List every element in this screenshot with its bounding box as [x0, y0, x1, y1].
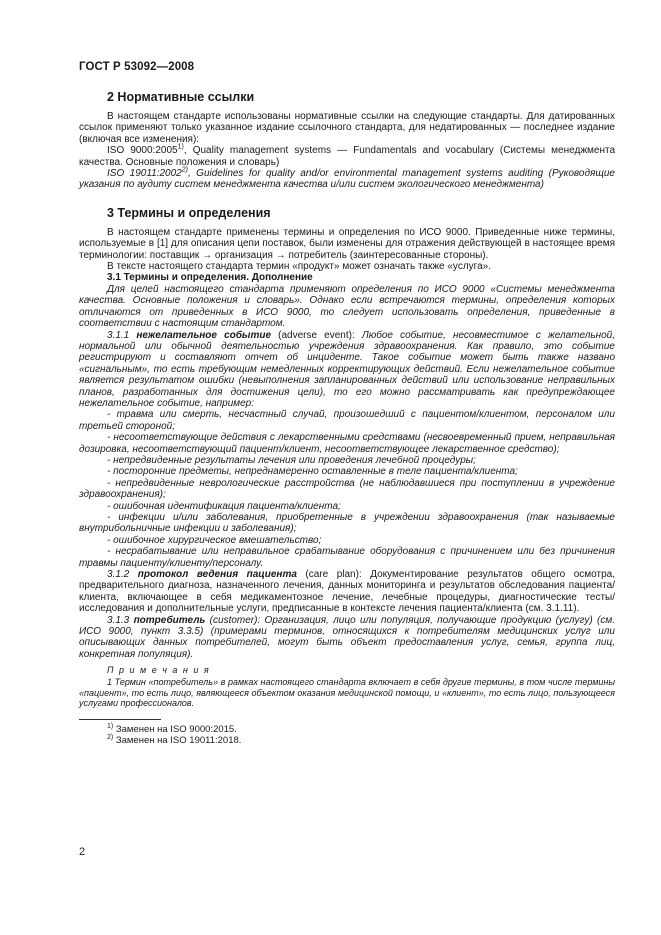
section-3-title: 3 Термины и определения	[107, 205, 271, 220]
page-content	[79, 90, 615, 746]
footnote-2	[79, 735, 615, 746]
term-3-1-1	[79, 330, 615, 410]
list-item: - инфекции и/или заболевания, приобретенные в учреждении здравоохранения (так называемые внутрибольничные инфекции и заболевания);	[79, 512, 615, 535]
term-3-1-3	[79, 615, 615, 661]
term-definition: Любое событие, несовместимое с желательной, нормальной или обычной деятельностью учреждения здравоохранения. Как правило, это событие регистрируют и составляют отчет об инциденте. Такое событие может быть также названо «сигнальным», то есть требующим немедленных корректирующих действий. Если нежелательное событие является результатом ошибки (невыполнения запланированных действий или использование неправильных планов, разработанных для достижения цели), то его можно рассматривать как предупреждающее нежелательное событие, например:	[79, 329, 616, 409]
footnote-1	[79, 724, 615, 735]
list-item: - несоответствующие действия с лекарственными средствами (несвоевременный прием, неправильная дозировка, несоответствующий пациент/клиент, несоответствующее лекарственное средство);	[79, 432, 615, 455]
subsection-3-1-text: Для целей настоящего стандарта применяют определения по ИСО 9000 «Системы менеджмента качества. Основные положения и словарь». Однако если встречаются термины, определения которых отличаются от приведенных в ИСО 9000, то следует использовать определения, приведенные в соответствии с настоящим стандартом.	[79, 283, 615, 330]
term-number: 3.1.1	[107, 329, 130, 341]
page-number: 2	[79, 846, 86, 858]
list-item: - непредвиденные неврологические расстройства (не наблюдавшиеся при поступлении в учреждение здравоохранения);	[79, 477, 615, 501]
notes-heading: П р и м е ч а н и я	[107, 665, 211, 676]
term-name: нежелательное событие	[136, 329, 272, 341]
reference-iso-9000	[79, 145, 615, 168]
document-header: ГОСТ Р 53092—2008	[79, 61, 195, 73]
footnote-ref: 2)	[181, 166, 188, 174]
term-number: 3.1.3	[107, 614, 130, 626]
list-item: - ошибочное хирургическое вмешательство;	[107, 534, 322, 546]
section-3-paragraph-1: В настоящем стандарте применены термины и определения по ИСО 9000. Приведенные ниже термины, используемые в [1] для описания цепи поставок, были изменены для отражения действующей в настоящее время терминологии: поставщик → организация → потребитель (заинтересованные стороны).	[79, 226, 615, 261]
footnote-divider	[79, 719, 161, 720]
footnote-mark: 2)	[107, 733, 114, 741]
list-item: - несрабатывание или неправильное срабатывание оборудования с причинением или без причинения травмы пациенту/клиенту/персоналу.	[79, 546, 615, 569]
section-2-intro: В настоящем стандарте использованы нормативные ссылки на следующие стандарты. Для датированных ссылок применяют только указанное издание ссылочного стандарта, для недатированных — последнее издание (включая все изменения):	[79, 111, 615, 145]
term-name: протокол ведения пациента	[137, 569, 297, 581]
footnote-ref: 1)	[177, 143, 184, 151]
list-item: - травма или смерть, несчастный случай, произошедший с пациентом/клиентом, персоналом или третьей стороной;	[79, 409, 615, 432]
reference-code: ISO 19011:2002	[107, 168, 182, 180]
list-item: - ошибочная идентификация пациента/клиента;	[107, 500, 341, 512]
list-item: - посторонние предметы, непреднамеренно оставленные в теле пациента/клиента;	[107, 466, 518, 478]
adverse-event-list	[79, 409, 615, 569]
section-2-title: 2 Нормативные ссылки	[107, 90, 255, 104]
list-item: - непредвиденные результаты лечения или проведения лечебной процедуры;	[107, 454, 476, 466]
term-name: потребитель	[133, 614, 206, 626]
term-3-1-2	[79, 569, 615, 615]
footnote-mark: 1)	[107, 722, 114, 730]
section-3-paragraph-2: В тексте настоящего стандарта термин «продукт» может означать также «услуга».	[107, 261, 491, 273]
note-1: 1 Термин «потребитель» в рамках настоящего стандарта включает в себя другие термины, в том числе термины «пациент», то есть лицо, являющееся объектом оказания медицинской помощи, и «клиент», то есть лицо, пользующееся услугами профессионалов.	[79, 677, 615, 709]
reference-title: , Guidelines for quality and/or environmental management systems auditing (Руководящие указания по аудиту систем менеджмента качества и/или систем экологического менеджмента)	[79, 168, 615, 191]
footnote-text: Заменен на ISO 9000:2015.	[113, 724, 237, 736]
term-definition: Документирование результатов общего осмотра, предварительного диагноза, назначенного лечения, данных мониторинга и результатов обследования пациента/клиента, включающее в себя медикаментозное лечение, лечебные процедуры, диагностические тесты/исследования и дополнительные услуги, предписанные в контексте лечения пациента/клиента (см. 3.1.11).	[79, 569, 616, 615]
term-number: 3.1.2	[107, 569, 130, 581]
term-english: (care plan):	[296, 569, 371, 581]
reference-code: ISO 9000:2005	[107, 145, 178, 157]
reference-title: , Quality management systems — Fundamentals and vocabulary (Системы менеджмента качества. Основные положения и словарь)	[79, 145, 615, 168]
reference-iso-19011	[79, 168, 615, 191]
term-definition: (customer): Организация, лицо или популяция, получающие продукцию (услугу) (см. ИСО 9000, пункт 3.3.5) (примерами терминов, относящихся к потребителям медицинских услуг или описывающих данных потребителей, могут быть объект предоставления услуг, семья, группа лиц, конкретная популяция).	[79, 614, 615, 660]
term-english: (adverse event):	[271, 329, 362, 341]
footnote-text: Заменен на ISO 19011:2018.	[113, 735, 242, 747]
subsection-3-1-title: 3.1 Термины и определения. Дополнение	[107, 272, 313, 284]
